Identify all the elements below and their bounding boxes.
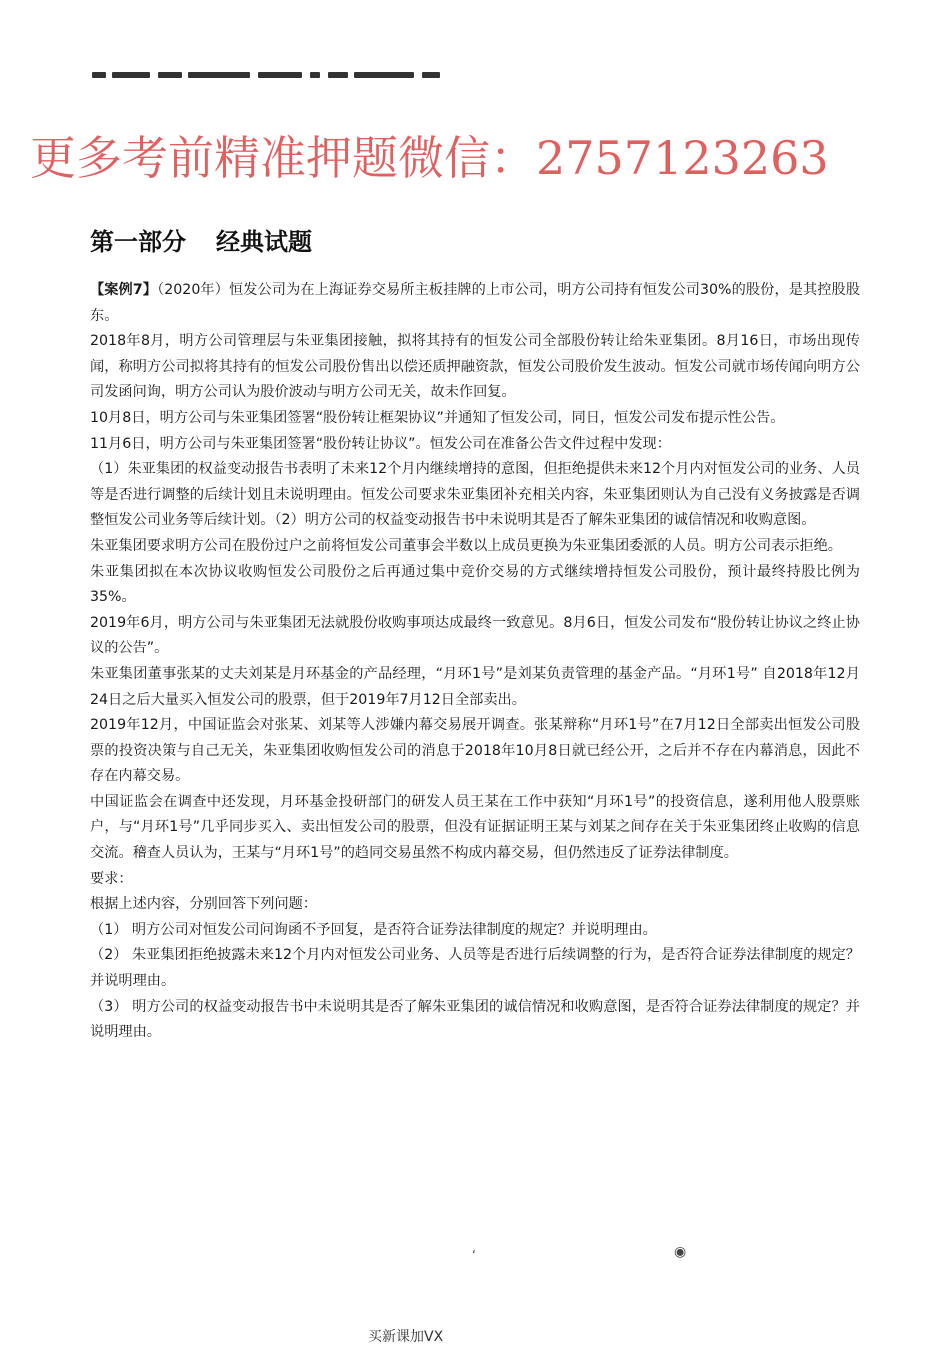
section-title [90,222,312,257]
requirements-heading: 要求： [90,870,133,887]
question-item: （3） 明方公司的权益变动报告书中未说明其是否了解朱亚集团的诚信情况和收购意图，是否符合证券法律制度的规定？并说明理由。 [90,998,860,1041]
question-item: （1） 明方公司对恒发公司问询函不予回复，是否符合证券法律制度的规定？并说明理由。 [90,921,657,938]
scan-speck-right: ◉ [674,1244,687,1260]
watermark-contact: 更多考前精准押题微信：2757123263 [30,131,829,185]
case-paragraph: 朱亚集团董事张某的丈夫刘某是月环基金的产品经理，“月环1号”是刘某负责管理的基金产品。“月环1号” 自2018年12月24日之后大量买入恒发公司的股票，但于2019年7月12日全部卖出。 [90,665,860,708]
section-name: 经典试题 [216,227,312,256]
case-paragraph: （1）朱亚集团的权益变动报告书表明了未来12个月内继续增持的意图，但拒绝提供未来12个月内对恒发公司的业务、人员等是否进行调整的后续计划且未说明理由。恒发公司要求朱亚集团补充相关内容，朱亚集团则认为自己没有义务披露是否调整恒发公司业务等后续计划。（2）明方公司的权益变动报告书中未说明其是否了解朱亚集团的诚信情况和收购意图。 [90,461,860,529]
question-item: （2） 朱亚集团拒绝披露未来12个月内对恒发公司业务、人员等是否进行后续调整的行为，是否符合证券法律制度的规定？并说明理由。 [90,947,860,990]
case-paragraph: 朱亚集团拟在本次协议收购恒发公司股份之后再通过集中竞价交易的方式继续增持恒发公司股份，预计最终持股比例为35%。 [90,563,860,606]
section-part: 第一部分 [90,227,186,256]
case-paragraph: 2019年12月，中国证监会对张某、刘某等人涉嫌内幕交易展开调查。张某辩称“月环1号”在7月12日全部卖出恒发公司股票的投资决策与自己无关，朱亚集团收购恒发公司的消息于2018年10月8日就已经公开，之后并不存在内幕消息，因此不存在内幕交易。 [90,717,861,785]
case-label: 【案例7】 [90,282,158,298]
case-paragraph: 10月8日，明方公司与朱亚集团签署“股份转让框架协议”并通知了恒发公司，同日，恒发公司发布提示性公告。 [90,409,785,426]
case-paragraph: 11月6日，明方公司与朱亚集团签署“股份转让协议”。恒发公司在准备公告文件过程中发现： [90,435,671,452]
case-paragraph: 2018年8月，明方公司管理层与朱亚集团接触，拟将其持有的恒发公司全部股份转让给朱亚集团。8月16日，市场出现传闻，称明方公司拟将其持有的恒发公司股份售出以偿还质押融资款，恒发公司股价发生波动。恒发公司就市场传闻向明方公司发函问询，明方公司认为股价波动与明方公司无关，故未作回复。 [90,333,860,401]
case-paragraph: 2019年6月，明方公司与朱亚集团无法就股份收购事项达成最终一致意见。8月6日，恒发公司发布“股份转让协议之终止协议的公告”。 [90,614,860,657]
case-content [90,278,860,1046]
requirements-intro: 根据上述内容，分别回答下列问题： [90,896,318,913]
scan-speck-left: ‘ [472,1248,476,1262]
cropped-header-line [92,72,442,80]
case-paragraph: 【案例7】（2020年）恒发公司为在上海证券交易所主板挂牌的上市公司，明方公司持有恒发公司30%的股份，是其控股股东。 [90,282,861,324]
case-paragraph: 朱亚集团要求明方公司在股份过户之前将恒发公司董事会半数以上成员更换为朱亚集团委派的人员。明方公司表示拒绝。 [90,537,842,554]
footer-promo: 买新课加VX [368,1329,444,1345]
case-paragraph: 中国证监会在调查中还发现，月环基金投研部门的研发人员王某在工作中获知“月环1号”的投资信息，遂利用他人股票账户，与“月环1号”几乎同步买入、卖出恒发公司的股票，但没有证据证明王某与刘某之间存在关于朱亚集团终止收购的信息交流。稽查人员认为，王某与“月环1号”的趋同交易虽然不构成内幕交易，但仍然违反了证券法律制度。 [90,793,860,862]
